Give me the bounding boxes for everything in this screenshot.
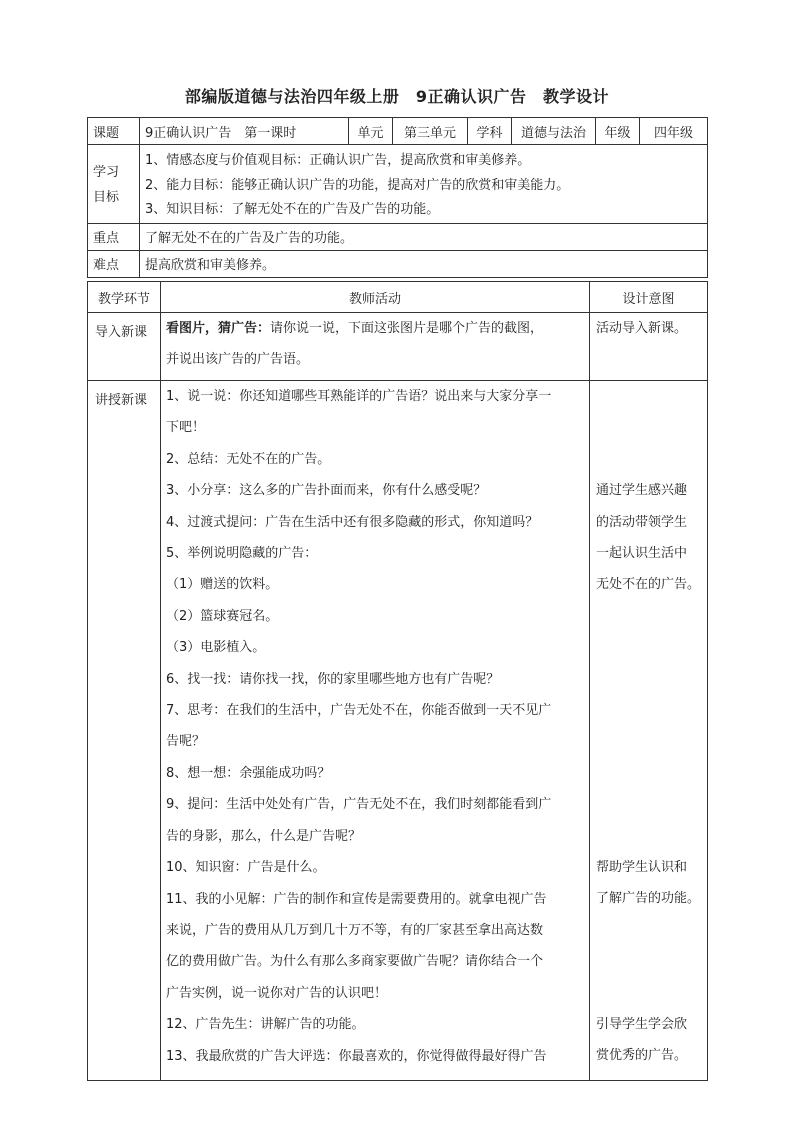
lesson-line: （1）赠送的饮料。 (166, 577, 279, 593)
intro-lead: 看图片，猜广告： (166, 321, 271, 336)
intro-lead-rest: 请你说一说，下面这张图片是哪个广告的截图， (270, 321, 544, 336)
grade-value: 四年级 (640, 118, 708, 145)
lesson-line: 2、总结：无处不在的广告。 (166, 451, 331, 467)
intent-line: 通过学生感兴趣 (596, 483, 688, 499)
objective-item: 2、能力目标：能够正确认识广告的功能，提高对广告的欣赏和审美能力。 (145, 177, 570, 193)
intent-line: 引导学生学会欣 (596, 1016, 688, 1032)
lesson-line: 12、广告先生：讲解广告的功能。 (166, 1017, 365, 1033)
objectives-label-line: 学习 (93, 164, 120, 180)
lesson-line: 11、我的小见解：广告的制作和宣传是需要费用的。就拿电视广告 (166, 891, 547, 907)
objective-item: 3、知识目标：了解无处不在的广告及广告的功能。 (145, 202, 440, 217)
lesson-line: 4、过渡式提问：广告在生活中还有很多隐藏的形式，你知道吗？ (166, 514, 539, 530)
document-title: 部编版道德与法治四年级上册 9正确认识广告 教学设计 (184, 87, 610, 106)
lesson-line: 下吧！ (166, 420, 206, 436)
objectives-label (88, 145, 140, 224)
lesson-line: （3）电影植入。 (166, 640, 266, 656)
stage-lesson: 讲授新课 (88, 381, 161, 1081)
intro-line: 并说出该广告的广告语。 (166, 352, 310, 368)
intro-line (166, 313, 584, 344)
lesson-line: 5、举例说明隐藏的广告： (166, 546, 318, 562)
lesson-line: 7、思考：在我们的生活中，广告无处不在，你能否做到一天不见广 (166, 703, 552, 719)
grade-label: 年级 (596, 118, 640, 145)
unit-label: 单元 (349, 118, 393, 145)
lesson-line: 8、想一想：余强能成功吗？ (166, 765, 331, 781)
difficulty-value: 提高欣赏和审美修养。 (140, 250, 708, 277)
lesson-line: 告的身影，那么，什么是广告呢？ (166, 828, 362, 844)
intro-intent: 活动导入新课。 (590, 313, 708, 381)
intro-activity (161, 313, 590, 381)
lesson-intent (590, 381, 708, 1081)
objective-item: 1、情感态度与价值观目标：正确认识广告，提高欣赏和审美修养。 (145, 153, 531, 168)
lesson-line: 1、说一说：你还知道哪些耳熟能详的广告语？说出来与大家分享一 (166, 389, 552, 404)
lesson-line: 来说，广告的费用从几万到几十万不等，有的厂家甚至拿出高达数 (166, 922, 544, 938)
lesson-line: 亿的费用做广告。为什么有那么多商家要做广告呢？请你结合一个 (166, 954, 544, 970)
lesson-line: 6、找一找：请你找一找，你的家里哪些地方也有广告呢？ (166, 671, 500, 687)
course-label: 课题 (88, 118, 140, 145)
lesson-activity (161, 381, 590, 1081)
intent-line: 了解广告的功能。 (596, 891, 701, 907)
header-design-intent: 设计意图 (590, 282, 708, 313)
intent-line: 赏优秀的广告。 (596, 1048, 688, 1064)
lesson-line: 13、我最欣赏的广告大评选：你最喜欢的，你觉得做得最好得广告 (166, 1048, 547, 1064)
course-value: 9正确认识广告 第一课时 (140, 118, 349, 145)
header-stage: 教学环节 (88, 282, 161, 313)
lesson-line: 9、提问：生活中处处有广告，广告无处不在，我们时刻都能看到广 (166, 797, 552, 813)
lesson-line: 广告实例，说一说你对广告的认识吧！ (166, 985, 388, 1001)
intent-line: 的活动带领学生 (596, 514, 688, 530)
stage-intro: 导入新课 (88, 313, 161, 381)
info-table (87, 117, 708, 278)
objectives-list (140, 145, 708, 224)
header-teacher-activity: 教师活动 (161, 282, 590, 313)
process-table (87, 281, 708, 1081)
subject-value: 道德与法治 (512, 118, 596, 145)
intent-line: 无处不在的广告。 (596, 577, 701, 593)
objectives-label-line: 目标 (93, 189, 120, 205)
unit-value: 第三单元 (393, 118, 468, 145)
lesson-line: （2）篮球赛冠名。 (166, 608, 279, 624)
key-point-label: 重点 (88, 223, 140, 250)
lesson-line: 3、小分享：这么多的广告扑面而来，你有什么感受呢？ (166, 483, 487, 499)
subject-label: 学科 (468, 118, 512, 145)
difficulty-label: 难点 (88, 250, 140, 277)
key-point-value: 了解无处不在的广告及广告的功能。 (140, 223, 708, 250)
intent-line: 帮助学生认识和 (596, 859, 688, 875)
lesson-line: 告呢？ (166, 734, 206, 750)
lesson-line: 10、知识窗：广告是什么。 (166, 860, 326, 876)
intent-line: 一起认识生活中 (596, 545, 688, 561)
